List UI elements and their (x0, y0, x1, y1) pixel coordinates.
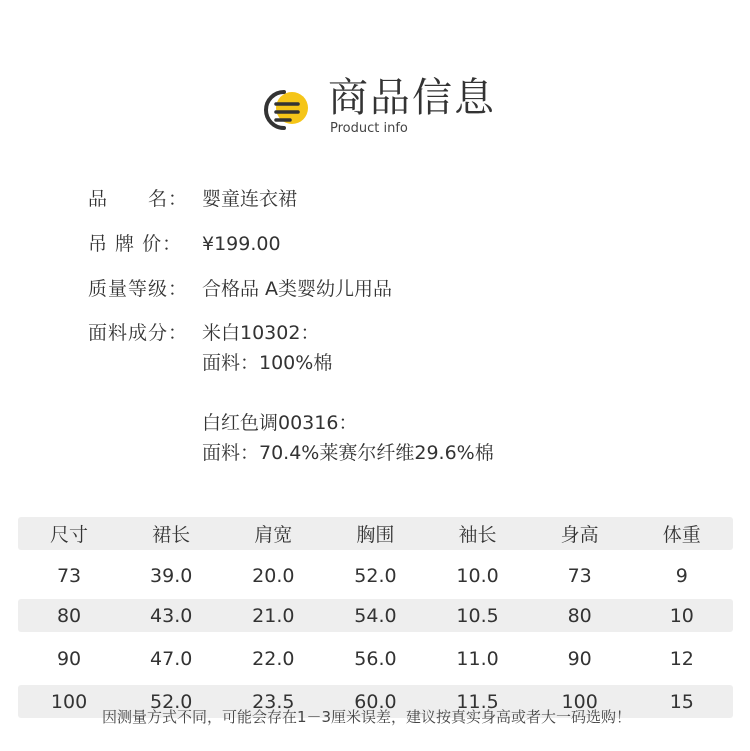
table-cell: 22.0 (252, 647, 295, 670)
table-cell: 54.0 (354, 604, 397, 627)
page-title: 商品信息 (328, 75, 496, 121)
table-cell: 10.0 (456, 564, 499, 587)
info-value: ¥199.00 (202, 233, 281, 255)
table-cell: 11.5 (456, 690, 499, 713)
table-cell: 80 (567, 604, 592, 627)
table-cell: 20.0 (252, 564, 295, 587)
table-cell: 10 (669, 604, 694, 627)
table-header-cell: 肩宽 (254, 524, 293, 546)
table-cell: 56.0 (354, 647, 397, 670)
product-info-header (262, 74, 522, 144)
table-row (18, 642, 733, 675)
table-header-cell: 尺寸 (50, 524, 89, 546)
table-row (18, 599, 733, 632)
document-icon (262, 84, 314, 136)
table-cell: 90 (567, 647, 592, 670)
table-cell: 52.0 (150, 690, 193, 713)
table-cell: 80 (56, 604, 82, 627)
table-row (18, 559, 733, 592)
page-subtitle: Product info (330, 121, 408, 136)
table-cell: 100 (561, 690, 598, 713)
measurement-note: 因测量方式不同，可能会存在1－3厘米误差，建议按真实身高或者大一码选购！ (101, 708, 632, 726)
table-header-cell: 胸围 (356, 524, 395, 546)
info-label: 品 名： (88, 188, 189, 210)
table-header-cell: 裙长 (152, 524, 191, 546)
table-cell: 10.5 (456, 604, 499, 627)
table-cell: 100 (50, 690, 88, 713)
table-header-cell: 体重 (662, 524, 701, 546)
table-cell: 47.0 (150, 647, 193, 670)
table-cell: 11.0 (456, 647, 499, 670)
table-header-cell: 袖长 (458, 524, 497, 546)
table-cell: 73 (567, 564, 592, 587)
table-cell: 52.0 (354, 564, 397, 587)
table-cell: 9 (675, 564, 688, 587)
table-cell: 60.0 (354, 690, 397, 713)
table-cell: 12 (669, 647, 694, 670)
info-value: 米白10302： (202, 322, 320, 344)
table-cell: 15 (669, 690, 694, 713)
table-cell: 23.5 (252, 690, 295, 713)
info-label: 面料成分： (88, 322, 189, 344)
info-label: 吊 牌 价： (88, 233, 183, 255)
table-cell: 39.0 (150, 564, 193, 587)
table-cell: 90 (56, 647, 82, 670)
info-value: 合格品 A类婴幼儿用品 (202, 278, 393, 300)
table-cell: 43.0 (150, 604, 193, 627)
table-cell: 73 (56, 564, 82, 587)
info-label: 质量等级： (88, 278, 189, 300)
table-header-row (18, 517, 733, 550)
table-cell: 21.0 (252, 604, 295, 627)
info-value: 婴童连衣裙 (202, 188, 298, 210)
table-header-cell: 身高 (560, 524, 599, 546)
